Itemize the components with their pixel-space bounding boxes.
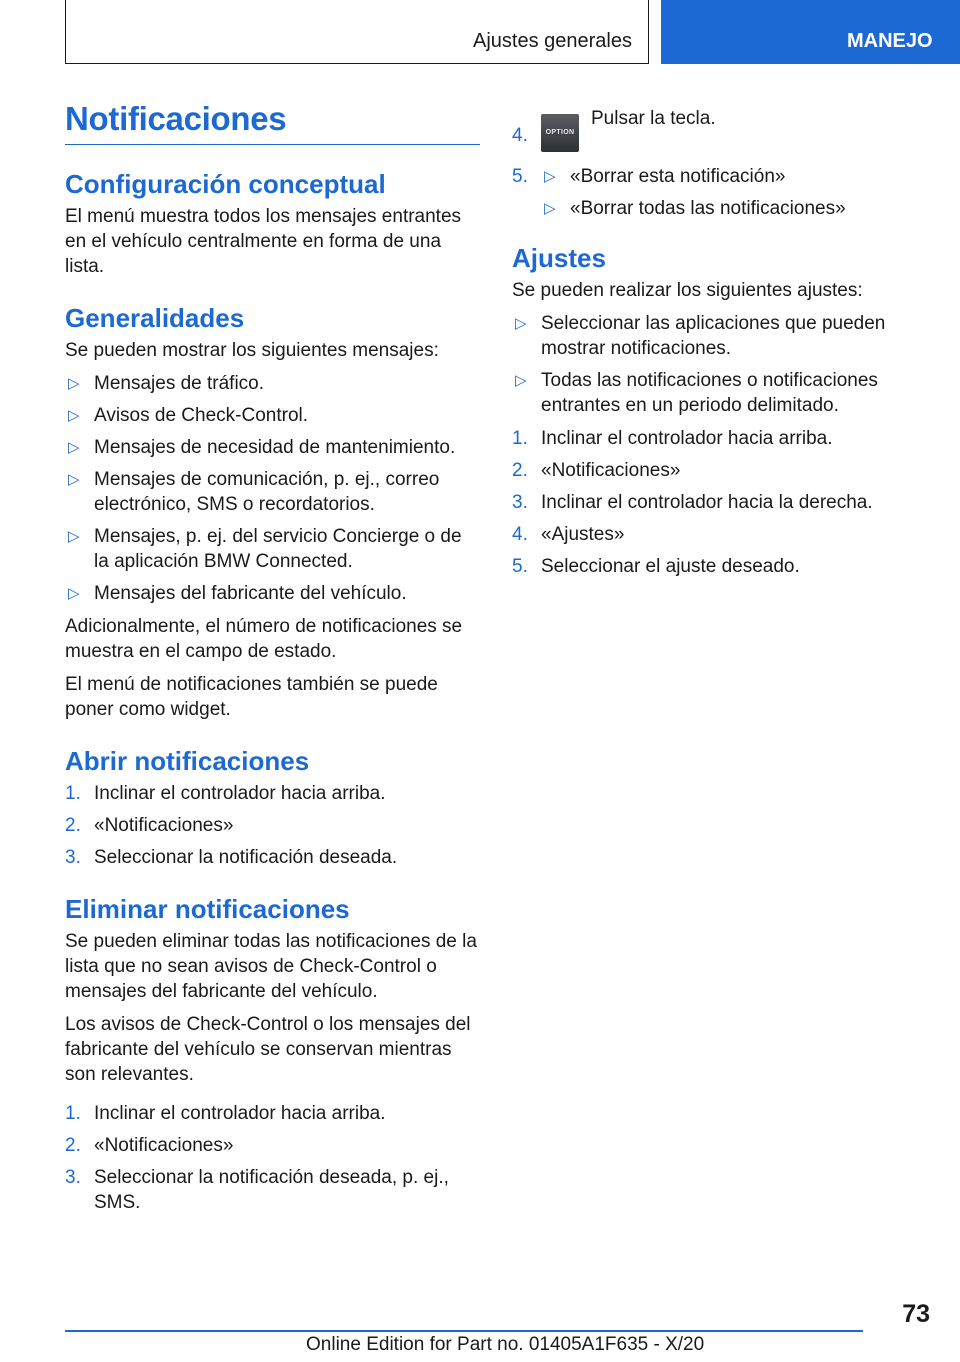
section-title: Ajustes generales — [473, 30, 632, 52]
delete-steps — [65, 1101, 480, 1215]
concept-heading: Configuración conceptual — [65, 169, 386, 199]
settings-intro: Se pueden realizar los siguientes ajustes: — [512, 280, 863, 301]
general-para-1: Adicionalmente, el número de notificaciones se muestra en el campo de estado. — [65, 616, 463, 662]
triangle-bullet-icon: ▷ — [68, 407, 80, 424]
list-item: ▷ Mensajes de necesidad de mantenimiento. — [68, 437, 456, 458]
triangle-bullet-icon: ▷ — [515, 315, 527, 332]
open-heading: Abrir notificaciones — [65, 746, 310, 776]
general-para-2: El menú de notificaciones también se puede poner como widget. — [65, 674, 438, 720]
footer-divider — [65, 1330, 863, 1332]
message-types-list — [65, 371, 480, 606]
step-item: 5. Seleccionar el ajuste deseado. — [512, 556, 800, 577]
chapter-tab — [661, 0, 960, 64]
step-item: 3. Inclinar el controlador hacia la derecha. — [512, 492, 873, 513]
concept-text: El menú muestra todos los mensajes entrantes en el vehículo centralmente en forma de una lista. — [65, 206, 462, 277]
settings-steps — [512, 426, 927, 579]
step-item: 2. «Notificaciones» — [65, 1135, 234, 1156]
general-intro: Se pueden mostrar los siguientes mensajes: — [65, 340, 439, 361]
triangle-bullet-icon: ▷ — [68, 439, 80, 456]
step-item: ▷ «Borrar todas las notificaciones» — [544, 198, 846, 219]
triangle-bullet-icon: ▷ — [68, 585, 80, 602]
page-header — [65, 0, 960, 66]
right-column — [512, 106, 927, 587]
step-item: 1. Inclinar el controlador hacia arriba. — [65, 1103, 386, 1124]
list-item: ▷ Mensajes de tráfico. — [68, 373, 265, 394]
list-item: ▷ Mensajes del fabricante del vehículo. — [68, 583, 407, 604]
list-item: ▷ Seleccionar las aplicaciones que pueden mostrar notificaciones. — [515, 313, 886, 359]
list-item: ▷ Avisos de Check-Control. — [68, 405, 309, 426]
list-item: ▷ Mensajes, p. ej. del servicio Concierge o de la aplicación BMW Connected. — [68, 526, 462, 572]
delete-para-2: Los avisos de Check-Control o los mensajes del fabricante del vehículo se conservan mientras son relevantes. — [65, 1014, 471, 1085]
step-item: 2. «Notificaciones» — [512, 460, 681, 481]
triangle-bullet-icon: ▷ — [68, 375, 80, 392]
settings-heading: Ajustes — [512, 243, 606, 273]
left-column — [65, 100, 480, 1223]
list-item: ▷ Mensajes de comunicación, p. ej., correo electrónico, SMS o recordatorios. — [68, 469, 440, 515]
delete-steps-continued — [512, 106, 927, 221]
triangle-bullet-icon: ▷ — [544, 200, 556, 217]
delete-para-1: Se pueden eliminar todas las notificaciones de la lista que no sean avisos de Check-Control o mensajes del fabricante del vehículo. — [65, 931, 477, 1002]
list-item: ▷ Todas las notificaciones o notificaciones entrantes en un periodo delimitado. — [515, 370, 878, 416]
step-item: 1. Inclinar el controlador hacia arriba. — [65, 783, 386, 804]
page-title: Notificaciones — [65, 100, 480, 145]
delete-heading: Eliminar notificaciones — [65, 894, 350, 924]
triangle-bullet-icon: ▷ — [515, 372, 527, 389]
triangle-bullet-icon: ▷ — [544, 168, 556, 185]
option-key-icon: OPTION — [541, 114, 579, 152]
footer-edition: Online Edition for Part no. 01405A1F635 - X/20 — [306, 1334, 705, 1355]
step-item: 3. Seleccionar la notificación deseada, p. ej., SMS. — [65, 1167, 449, 1213]
step-item: 5. ▷ «Borrar esta notificación» — [512, 166, 786, 187]
open-steps — [65, 781, 480, 870]
step-item: 3. Seleccionar la notificación deseada. — [65, 847, 398, 868]
step-item: 1. Inclinar el controlador hacia arriba. — [512, 428, 833, 449]
step-item: 4. «Ajustes» — [512, 524, 625, 545]
chapter-title: MANEJO — [847, 30, 933, 52]
step-item: 2. «Notificaciones» — [65, 815, 234, 836]
general-heading: Generalidades — [65, 303, 245, 333]
page-number: 73 — [902, 1300, 930, 1328]
section-tab — [65, 0, 649, 64]
triangle-bullet-icon: ▷ — [68, 471, 80, 488]
step-item: 4. OPTIONPulsar la tecla. — [512, 106, 927, 152]
settings-options-list — [512, 311, 927, 418]
triangle-bullet-icon: ▷ — [68, 528, 80, 545]
